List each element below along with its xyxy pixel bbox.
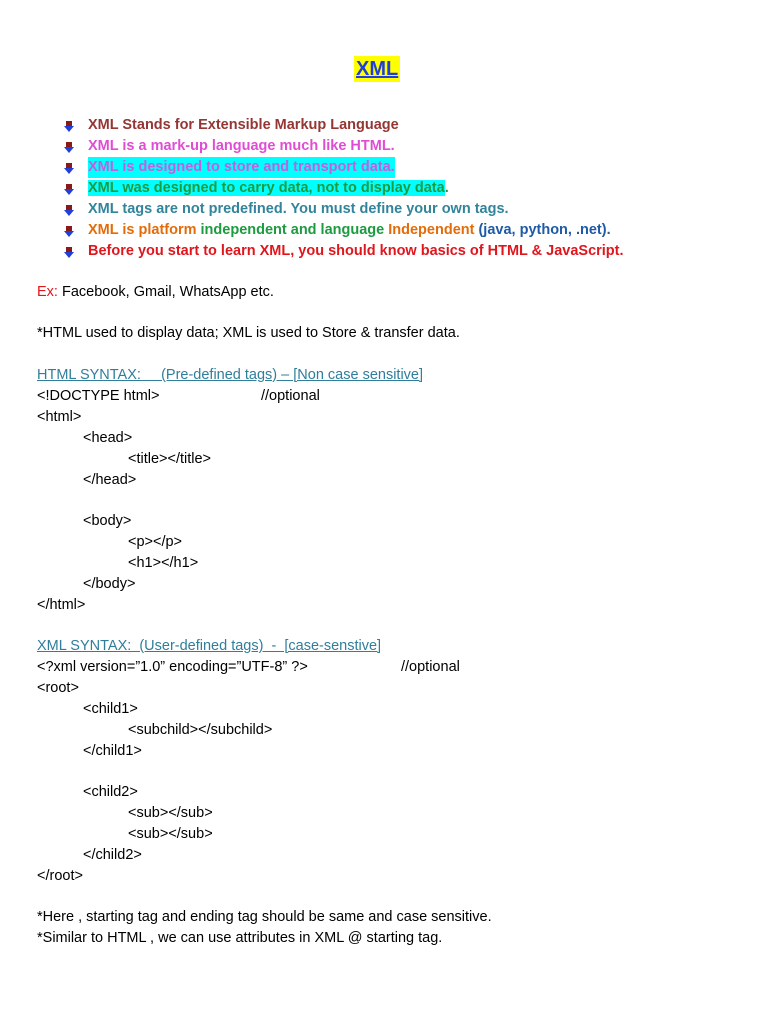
- note-text: *HTML used to display data; XML is used to Store & transfer data.: [37, 325, 460, 341]
- code-line: </root>: [37, 868, 83, 884]
- code-line: <sub></sub>: [128, 805, 213, 821]
- arrow-bullet-icon: [64, 247, 74, 258]
- bullet-text-part: Independent: [388, 222, 475, 238]
- arrow-bullet-icon: [64, 205, 74, 216]
- bullet-text: XML is a mark-up language much like HTML.: [88, 138, 395, 154]
- bullet-text-group: [88, 220, 611, 241]
- code-line: </child1>: [83, 743, 142, 759]
- xml-declaration-line: [37, 657, 460, 678]
- code-line: <head>: [83, 430, 133, 446]
- footer-note: *Here , starting tag and ending tag should be same and case sensitive.: [37, 909, 492, 925]
- bullet-text: XML tags are not predefined. You must define your own tags.: [88, 201, 509, 217]
- bullet-text: Before you start to learn XML, you should know basics of HTML & JavaScript.: [88, 243, 624, 259]
- bullet-text-part: independent and language: [200, 222, 389, 238]
- code-line: </body>: [83, 576, 136, 592]
- code-comment: //optional: [261, 388, 320, 404]
- example-line: [37, 282, 274, 303]
- example-label: Ex:: [37, 284, 58, 300]
- code-line: <html>: [37, 409, 82, 425]
- code-line: <child1>: [83, 701, 138, 717]
- arrow-bullet-icon: [64, 184, 74, 195]
- footer-note: *Similar to HTML , we can use attributes in XML @ starting tag.: [37, 930, 443, 946]
- example-text: Facebook, Gmail, WhatsApp etc.: [57, 284, 274, 300]
- bullet-text: XML is designed to store and transport data.: [88, 157, 395, 178]
- code-text: <?xml version=”1.0” encoding=”UTF-8” ?>: [37, 659, 308, 675]
- arrow-bullet-icon: [64, 163, 74, 174]
- bullet-text: XML Stands for Extensible Markup Language: [88, 117, 399, 133]
- xml-syntax-heading: XML SYNTAX: (User-defined tags) - [case-senstive]: [37, 638, 382, 654]
- html-syntax-heading: HTML SYNTAX: (Pre-defined tags) – [Non case sensitive]: [37, 367, 424, 383]
- code-line: <body>: [83, 513, 132, 529]
- code-line: <sub></sub>: [128, 826, 213, 842]
- code-line: </html>: [37, 597, 86, 613]
- code-line: </head>: [83, 472, 137, 488]
- code-comment: //optional: [401, 659, 460, 675]
- arrow-bullet-icon: [64, 121, 74, 132]
- code-line: <child2>: [83, 784, 138, 800]
- code-line: <p></p>: [128, 534, 183, 550]
- bullet-suffix: .: [444, 180, 449, 196]
- html-doctype-line: [37, 386, 320, 407]
- code-line: <root>: [37, 680, 79, 696]
- code-line: <h1></h1>: [128, 555, 199, 571]
- arrow-bullet-icon: [64, 142, 74, 153]
- code-line: <title></title>: [128, 451, 212, 467]
- code-line: </child2>: [83, 847, 142, 863]
- arrow-bullet-icon: [64, 226, 74, 237]
- code-text: <!DOCTYPE html>: [37, 388, 160, 404]
- bullet-text-part: XML is platform: [88, 222, 201, 238]
- bullet-text-group: [88, 178, 449, 199]
- bullet-text-part: (java, python, .net).: [474, 222, 611, 238]
- page-title: XML: [356, 58, 399, 80]
- code-line: <subchild></subchild>: [128, 722, 273, 738]
- bullet-text: XML was designed to carry data, not to display data: [88, 180, 445, 196]
